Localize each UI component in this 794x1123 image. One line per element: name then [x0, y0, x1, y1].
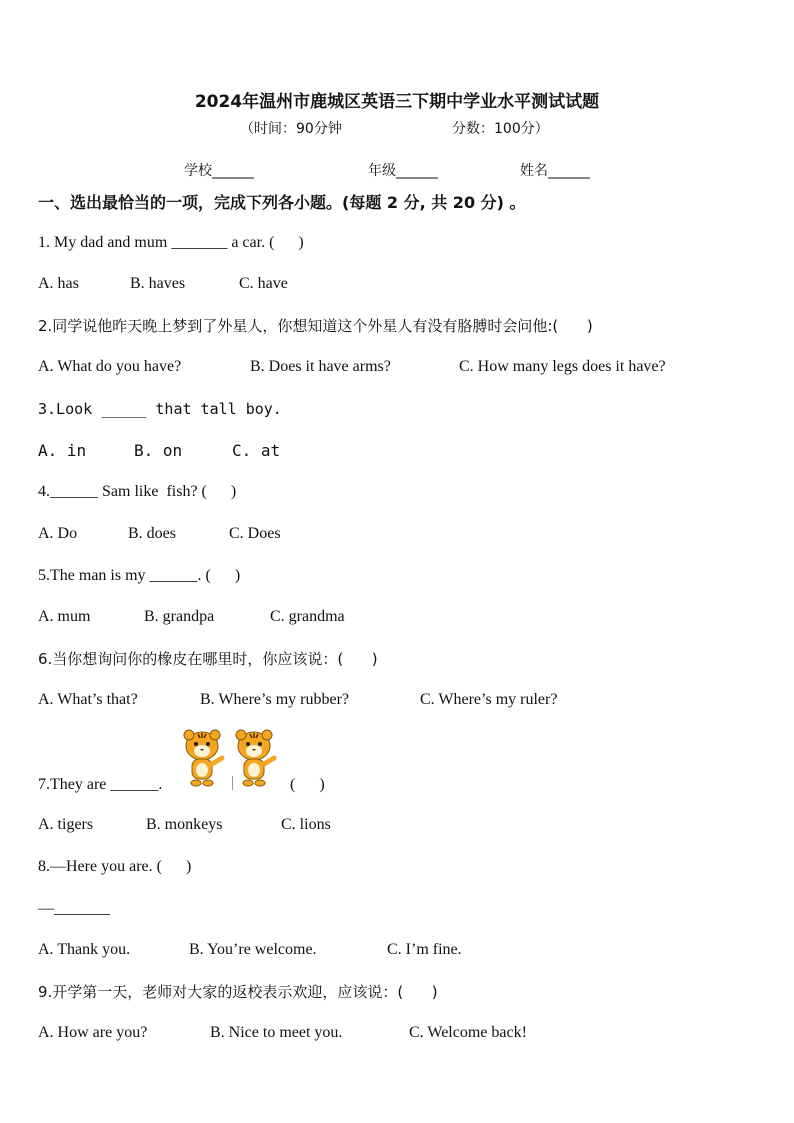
question-4-option-b: B. does: [128, 525, 176, 542]
question-7-option-b: B. monkeys: [146, 816, 223, 833]
page-title: 2024年温州市鹿城区英语三下期中学业水平测试试题: [194, 92, 600, 112]
question-2-option-c: C. How many legs does it have?: [459, 358, 666, 375]
school-field: 学校______: [184, 163, 254, 179]
question-2-stem: 2.同学说他昨天晚上梦到了外星人，你想知道这个外星人有没有胳膊时会问他:( ): [38, 317, 593, 335]
image-divider: [232, 776, 233, 790]
tiger-image: [178, 728, 226, 788]
question-3-option-b: B. on: [134, 441, 183, 460]
score-info: 分数：100分）: [452, 121, 549, 137]
tiger-image: [230, 728, 278, 788]
question-7-option-c: C. lions: [281, 816, 331, 833]
question-9-option-a: A. How are you?: [38, 1024, 148, 1041]
question-7-stem: 7.They are ______.: [38, 776, 163, 793]
question-4-option-a: A. Do: [38, 525, 78, 542]
question-7-option-a: A. tigers: [38, 816, 94, 833]
question-6-option-a: A. What’s that?: [38, 691, 138, 708]
question-1-option-b: B. haves: [130, 275, 186, 292]
question-1-stem: 1. My dad and mum _______ a car. ( ): [38, 234, 304, 251]
question-5-option-b: B. grandpa: [144, 608, 215, 625]
question-3-stem: 3.Look _____ that tall boy.: [38, 400, 282, 418]
question-4-stem: 4.______ Sam like fish? ( ): [38, 483, 237, 500]
name-field: 姓名______: [520, 163, 590, 179]
question-5-option-c: C. grandma: [270, 608, 345, 625]
question-7-paren: ( ): [290, 776, 325, 793]
question-1-option-c: C. have: [239, 275, 288, 292]
question-8-stem: 8.—Here you are. ( ): [38, 858, 192, 875]
question-2-option-a: A. What do you have?: [38, 358, 182, 375]
question-6-stem: 6.当你想询问你的橡皮在哪里时，你应该说：( ): [38, 650, 378, 668]
question-8-answer-line: —_______: [38, 900, 110, 917]
question-5-option-a: A. mum: [38, 608, 91, 625]
question-5-stem: 5.The man is my ______. ( ): [38, 567, 241, 584]
question-2-option-b: B. Does it have arms?: [250, 358, 391, 375]
question-9-option-b: B. Nice to meet you.: [210, 1024, 343, 1041]
question-1-option-a: A. has: [38, 275, 79, 292]
question-9-stem: 9.开学第一天，老师对大家的返校表示欢迎，应该说：( ): [38, 983, 438, 1001]
question-8-option-b: B. You’re welcome.: [189, 941, 317, 958]
section-title: 一、选出最恰当的一项，完成下列各小题。(每题 2 分, 共 20 分) 。: [38, 193, 526, 212]
question-8-option-a: A. Thank you.: [38, 941, 131, 958]
question-4-option-c: C. Does: [229, 525, 281, 542]
question-6-option-c: C. Where’s my ruler?: [420, 691, 558, 708]
question-9-option-c: C. Welcome back!: [409, 1024, 527, 1041]
question-6-option-b: B. Where’s my rubber?: [200, 691, 349, 708]
question-3-option-a: A. in: [38, 441, 87, 460]
question-3-option-c: C. at: [232, 441, 281, 460]
grade-field: 年级______: [368, 163, 438, 179]
question-8-option-c: C. I’m fine.: [387, 941, 462, 958]
time-info: （时间：90分钟: [240, 121, 342, 137]
